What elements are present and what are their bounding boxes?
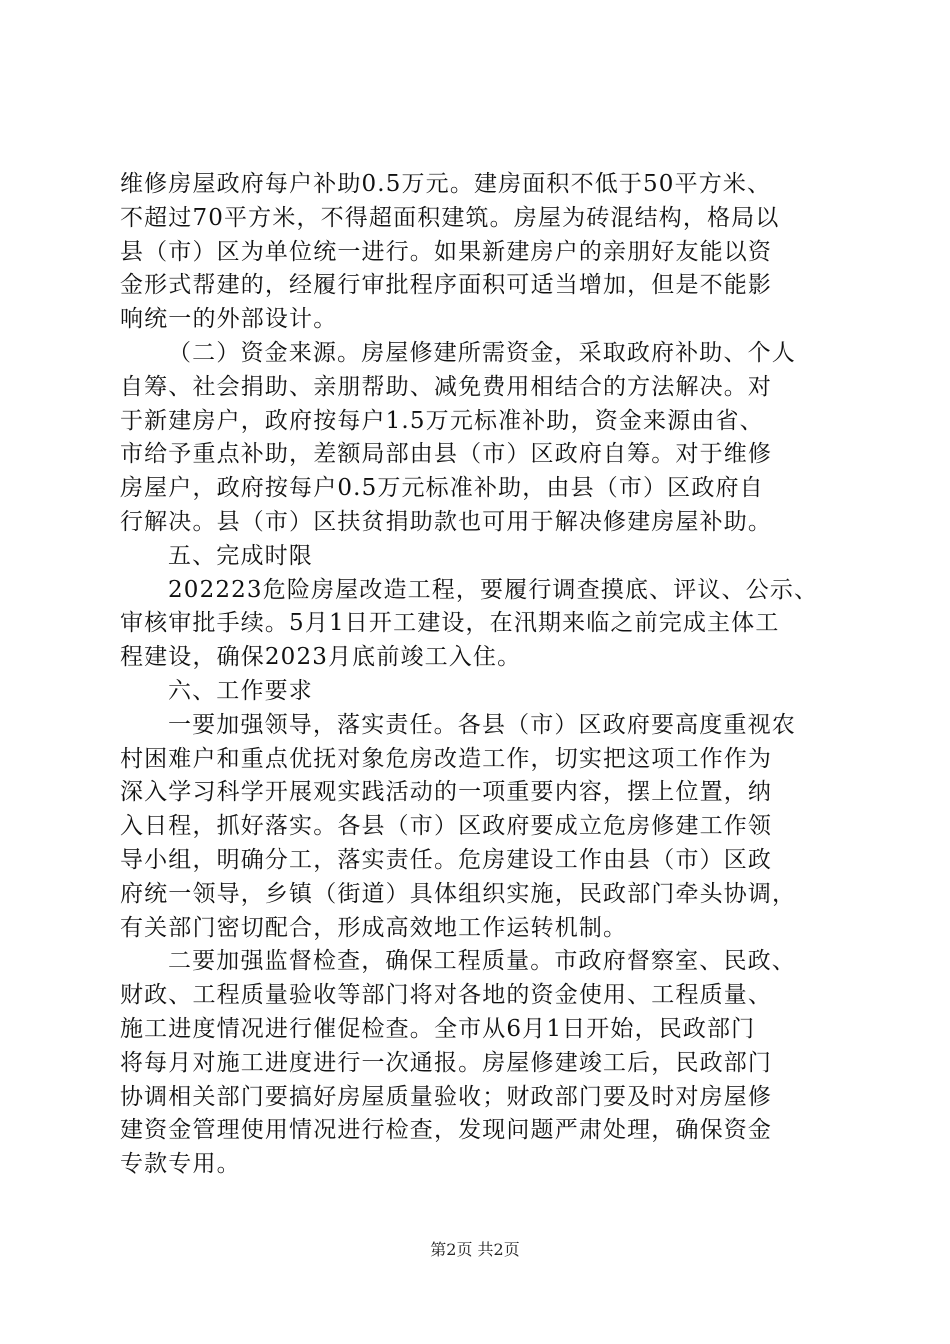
text-line: 财政、工程质量验收等部门将对各地的资金使用、工程质量、 <box>120 982 773 1009</box>
text-line: 202223危险房屋改造工程，要履行调查摸底、评议、公示、 <box>168 576 819 603</box>
text-line: 协调相关部门要搞好房屋质量验收；财政部门要及时对房屋修 <box>120 1083 773 1110</box>
text-line: 程建设，确保2023月底前竣工入住。 <box>120 644 522 671</box>
text-line: 房屋户，政府按每户0.5万元标准补助，由县（市）区政府自 <box>120 475 764 502</box>
text-line: 响统一的外部设计。 <box>120 306 338 333</box>
text-line: 维修房屋政府每户补助0.5万元。建房面积不低于50平方米、 <box>120 171 772 197</box>
text-line: 自筹、社会捐助、亲朋帮助、减免费用相结合的方法解决。对 <box>120 373 773 400</box>
text-line: 府统一领导，乡镇（街道）具体组织实施，民政部门牵头协调， <box>120 880 797 907</box>
text-line: 将每月对施工进度进行一次通报。房屋修建竣工后，民政部门 <box>120 1049 773 1076</box>
text-line: 县（市）区为单位统一进行。如果新建房户的亲朋好友能以资 <box>120 238 773 265</box>
text-line: 专款专用。 <box>120 1151 241 1178</box>
text-line: 市给予重点补助，差额局部由县（市）区政府自筹。对于维修 <box>120 441 773 468</box>
text-line: 行解决。县（市）区扶贫捐助款也可用于解决修建房屋补助。 <box>120 508 773 535</box>
text-line: 一要加强领导，落实责任。各县（市）区政府要高度重视农 <box>168 711 796 738</box>
text-line: 有关部门密切配合，形成高效地工作运转机制。 <box>120 914 628 941</box>
text-line: （二）资金来源。房屋修建所需资金，采取政府补助、个人 <box>168 339 796 366</box>
text-line: 入日程，抓好落实。各县（市）区政府要成立危房修建工作领 <box>120 813 773 840</box>
text-line: 施工进度情况进行催促检查。全市从6月1日开始，民政部门 <box>120 1015 756 1042</box>
text-line: 导小组，明确分工，落实责任。危房建设工作由县（市）区政 <box>120 846 773 873</box>
text-line: 六、工作要求 <box>168 677 313 704</box>
text-line: 于新建房户，政府按每户1.5万元标准补助，资金来源由省、 <box>120 407 764 434</box>
text-line: 深入学习科学开展观实践活动的一项重要内容，摆上位置，纳 <box>120 779 773 806</box>
page-footer: 第2页 共2页 <box>430 1240 520 1259</box>
text-line: 五、完成时限 <box>168 542 313 569</box>
text-line: 不超过70平方米，不得超面积建筑。房屋为砖混结构，格局以 <box>120 204 780 231</box>
text-line: 村困难户和重点优抚对象危房改造工作，切实把这项工作作为 <box>120 745 773 772</box>
text-line: 二要加强监督检查，确保工程质量。市政府督察室、民政、 <box>168 948 796 975</box>
text-line: 建资金管理使用情况进行检查，发现问题严肃处理，确保资金 <box>120 1117 773 1144</box>
document-body <box>120 168 832 1182</box>
text-line: 金形式帮建的，经履行审批程序面积可适当增加，但是不能影 <box>120 272 773 299</box>
text-line: 审核审批手续。5月1日开工建设，在汛期来临之前完成主体工 <box>120 610 780 637</box>
